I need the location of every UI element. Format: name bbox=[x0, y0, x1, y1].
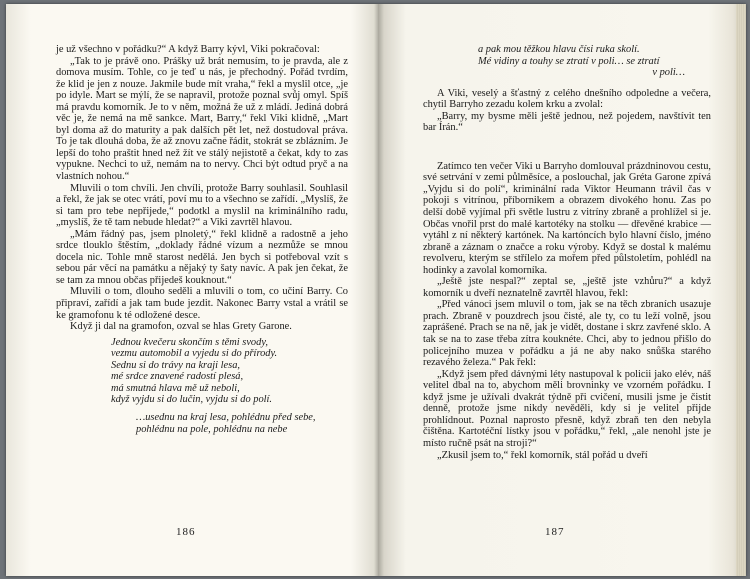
page-number: 187 bbox=[545, 526, 565, 538]
left-page bbox=[6, 4, 378, 576]
paragraph: Když ji dal na gramofon, ozval se hlas Grety Garone. bbox=[70, 321, 292, 333]
poem-line: Mé vidiny a touhy se ztratí v poli… se ztratí bbox=[478, 55, 660, 67]
book-spread bbox=[6, 4, 746, 576]
poem-line: …usednu na kraj lesa, pohlédnu před sebe, bbox=[136, 411, 316, 423]
poem-line: Sednu si do trávy na kraji lesa, bbox=[111, 359, 241, 371]
paragraph: „Tak to je právě ono. Prášky už brát nemusím, to je pravda, ale z domova musím. Tohle, co je teď u nás, je přechodný. Pořád tvrdím, že klid je jen z nouze. Jakmile bude mít vraha,“ řekl a myslil otce, „je po idyle. Mart se mýlí, že se napravil, protože poznal svůj omyl. Spíš má pravdu komorník. Je to v něm, možná že už z mládí. Jediná dobrá věc je, že nemá na mě sankce. Mart, Barry,“ řekl Viki klidně, „Mart byl doma až do maturity a pak dalších pět let, než dostudoval práva. To je tak dlouhá doba, že až znovu začne řádit, stokrát se zblázním. Je lepší do toho praštit hned než žít ve stálý nejistotě a čekat, kdy to zas vypukne. Nechci to už, nemám na to nervy. Chci být odtud pryč a na vlastních nohou.“ bbox=[56, 55, 348, 183]
poem-line: když vyjdu si do lučin, vyjdu si do polí. bbox=[111, 394, 273, 406]
paragraph: „Ještě jste nespal?“ zeptal se, „ještě jste vzhůru?“ a když komorník u dveří neznatelně zavrtěl hlavou, řekl: bbox=[423, 276, 711, 299]
poem-line: pohlédnu na pole, pohlédnu na nebe bbox=[136, 423, 288, 435]
poem-line: v poli… bbox=[652, 67, 685, 79]
page-number: 186 bbox=[176, 526, 196, 538]
left-page-text bbox=[56, 44, 348, 435]
right-page bbox=[378, 4, 746, 576]
song-lyrics bbox=[56, 337, 348, 406]
paragraph: Mluvili o tom chvíli. Jen chvíli, protože Barry souhlasil. Souhlasil a řekl, že jak se otec vrátí, poví mu to a všechno se zařídí. „Myslíš, že si tam pro tebe nepřijede,“ podotkl a myslil na kriminálního radu, „myslíš, že tě tam nebude hledat?“ a Viki zavrtěl hlavou. bbox=[56, 182, 348, 229]
poem-line: vezmu automobil a vyjedu si do přírody. bbox=[111, 348, 278, 360]
paragraph: „Zkusil jsem to,“ řekl komorník, stál pořád u dveří bbox=[437, 449, 648, 461]
paragraph: Mluvili o tom, dlouho seděli a mluvili o tom, co učiní Barry. Co připraví, zařídí a jak tam bude jezdit. Nakonec Barry vstal a vrátil se ke gramofonu k té odložené desce. bbox=[56, 286, 348, 321]
paragraph: Zatímco ten večer Viki u Barryho domlouval prázdninovou cestu, své setrvání v zemi půlměsíce, a poslouchal, jak Gréta Garone zpívá „Vyjdu si do polí“, kriminální rada Viktor Heumann trávil čas v pokoji s vitrínou, příbornikem a obrazem divokého honu. Zas po delší době vyjímal při světle lustru z vitríny zbraně a prohlížel si je. Občas vnořil prst do malé kartotéky na stolku — dřevěné krabice — vytáhl z ní některý kartónek. Na kartóncích bylo hlavní číslo, jméno zbraně a záznam o značce a roku výroby. Když se dostal k malému revolveru, kterým se střílelo za mořem před půlstoletím, pohlédl na hodinky a zavolal komorníka. bbox=[423, 160, 711, 276]
poem-line: mé srdce znavené radostí plesá, bbox=[111, 371, 244, 383]
paragraph: „Když jsem před dávnými léty nastupoval k policii jako elév, náš velitel dbal na to, abychom měli brovninky ve vzorném pořádku. I když jsme je užívali dvakrát týdně při cvičení, musili jsme je čistit denně, protože jsme nikdy nevěděli, kdy si je velitel přijde prohlídnout. Poznal naprosto přesně, když zbraň ten den nebyla čištěna. Kartotéční lístky jsou v pořádku,“ řekl, „ale nenohl jste je místo ručně psát na stroji?“ bbox=[423, 368, 711, 449]
song-lyrics-end bbox=[423, 44, 711, 79]
poem-line: a pak mou těžkou hlavu čísi ruka skolí. bbox=[478, 44, 640, 55]
poem-line: má smutná hlava mě už neboli, bbox=[111, 382, 240, 394]
poem-line: Jednou kvečeru skončím s těmi svody, bbox=[111, 336, 268, 348]
paragraph: „Mám řádný pas, jsem plnoletý,“ řekl klidně a radostně a jeho srdce tlouklo štěstím, „doklady řádné vízum a nezmůže se mnou docela nic. Tohle mně starost nedělá. Jen bych si potřeboval vzít s sebou pár věcí na památku a nějaký ty šaty navíc. A pak jen čekat, že se tam za mnou občas přijedeš kouknout.“ bbox=[56, 228, 348, 286]
paragraph: A Viki, veselý a šťastný z celého dnešního odpoledne a večera, chytil Barryho zezadu kolem krku a zvolal: bbox=[423, 87, 711, 111]
right-page-text bbox=[423, 44, 711, 461]
song-lyrics-continued bbox=[56, 412, 348, 435]
paragraph: „Před vánoci jsem mluvil o tom, jak se na těch zbraních usazuje prach. Zbraně v pouzdrech jsou čisté, ale ty, co tu leží volně, jsou zaprášené. Prach se na ně, jak je vidět, dostane i skrz zavřené sklo. A tak se na to zase třeba zítra kouknéte. Chci, aby to jednou přišlo do policejního muzea v pořádku a já ne aby nako snůška starého rezavého železa.“ Pak řekl: bbox=[423, 299, 711, 369]
paragraph: „Barry, my bysme měli ještě jednou, než pojedem, navštívit ten bar Írán.“ bbox=[423, 110, 711, 134]
page-edges bbox=[736, 4, 746, 576]
paragraph: je už všechno v pořádku?“ A když Barry kývl, Viki pokračoval: bbox=[56, 44, 320, 55]
